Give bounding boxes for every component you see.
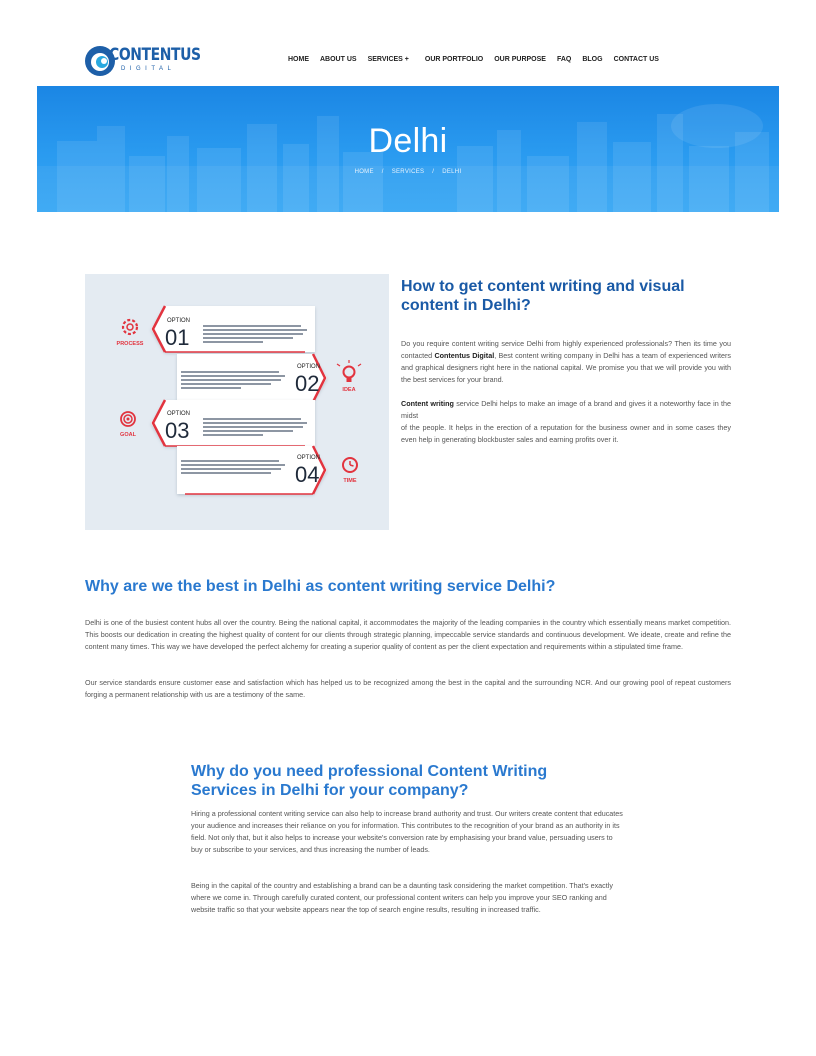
nav-home[interactable]: HOME [288,56,309,63]
section-1-paragraph-2: Content writing service Delhi helps to make an image of a brand and gives it a noteworthy face in the midst [401,399,731,420]
options-infographic-image [85,274,389,530]
nav-blog[interactable]: BLOG [582,56,603,63]
site-logo[interactable] [84,44,201,78]
nav-faq[interactable]: FAQ [556,56,572,63]
page-title: Delhi [368,122,448,160]
option-04-number: 04 [295,462,320,487]
nav-about-us[interactable]: ABOUT US [320,56,357,63]
logo-name: CONTENTUS [109,45,201,65]
option-03-number: 03 [165,418,190,443]
section-3-paragraph-1: Hiring a professional content writing service can also help to increase brand authority and trust. Our writers create content that educates your audience and increases their reliance on you for information. This contributes to the recognition of your brand as an authority in its field. Not only that, but it also helps to increase your website's conversion rate by emphasising your brand value, persuading users to buy or subscribe to your services, and thus increasing the number of leads. [191,809,623,854]
option-01-number: 01 [165,325,190,350]
section-1-paragraph-1: Do you require content writing service Delhi from highly experienced professionals? Then its time you contacted Contentus Digital, Best content writing company in Delhi has a team of experienced writers and graphical designers right here in the national capital. We promise you that we will provide you with the best services for your brand. [401,339,732,384]
breadcrumb-separator: / [381,169,384,175]
section-2-paragraph-2: Our service standards ensure customer ease and satisfaction which has helped us to be recognized among the best in the capital and the surrounding NCR. And our growing pool of repeat customers forging a permanent relationship with us are a testimony of the same. [85,678,731,699]
option-04-card [177,446,357,494]
company-name-link[interactable]: Contentus Digital [434,351,495,360]
breadcrumb-current: DELHI [442,169,462,175]
section-1-paragraph-3: of the people. It helps in the erection of a reputation for the business owner and in some cases they even help in generating blockbuster sales and earning profits over it. [401,423,731,444]
clock-icon [343,458,357,472]
option-03-label: GOAL [120,432,136,438]
hero-banner [37,86,779,212]
nav-our-portfolio[interactable]: OUR PORTFOLIO [424,56,484,63]
option-04-label: TIME [343,478,357,484]
section-2-heading: Why are we the best in Delhi as content writing service Delhi? [85,578,556,595]
nav-services[interactable]: SERVICES + [367,56,409,63]
option-04-heading: OPTION [297,455,321,461]
option-02-number: 02 [295,371,320,396]
infographic-graphic [85,274,389,530]
option-01-heading: OPTION [167,318,191,324]
breadcrumb-services[interactable]: SERVICES [391,169,425,175]
breadcrumb [37,169,779,175]
section-2-paragraph-1: Delhi is one of the busiest content hubs all over the country. Being the national capital, it accommodates the majority of the leading companies in the country which essentially means market competition. This boosts our dedication in creating the highest quality of content for our clients through strategic planning, impeccable service standards and continuous development. We ideate, create and refine the content many times. This way we have developed the perfect alchemy for creating a superior quality of content as per the client expectation and requirements within a stipulated time frame. [85,618,731,651]
option-02-label: IDEA [342,387,356,393]
option-02-heading: OPTION [297,364,321,370]
main-nav [288,56,670,63]
option-01-card [117,306,315,352]
section-3-heading: Why do you need professional Content Writing Services in Delhi for your company? [191,763,548,799]
option-02-card [177,354,361,402]
option-03-card [120,400,315,446]
option-01-label: PROCESS [116,341,144,347]
section-1-heading: How to get content writing and visual content in Delhi? [401,278,685,314]
content-writing-link[interactable]: Content writing [401,399,454,408]
breadcrumb-separator: / [432,169,435,175]
logo-sub: DIGITAL [121,66,176,72]
breadcrumb-home[interactable]: HOME [354,169,374,175]
nav-our-purpose[interactable]: OUR PURPOSE [494,56,546,63]
gear-icon [123,320,137,334]
target-icon [121,412,135,426]
option-03-heading: OPTION [167,411,191,417]
site-header [0,0,816,86]
nav-contact-us[interactable]: CONTACT US [613,56,659,63]
lightbulb-icon [337,360,361,382]
section-3-paragraph-2: Being in the capital of the country and establishing a brand can be a daunting task considering the market competition. That's exactly where we come in. Through carefully curated content, our professional content writers can help you improve your SEO ranking and website traffic so that your website appears near the top of search engine results, resulting in increased traffic. [191,881,613,914]
